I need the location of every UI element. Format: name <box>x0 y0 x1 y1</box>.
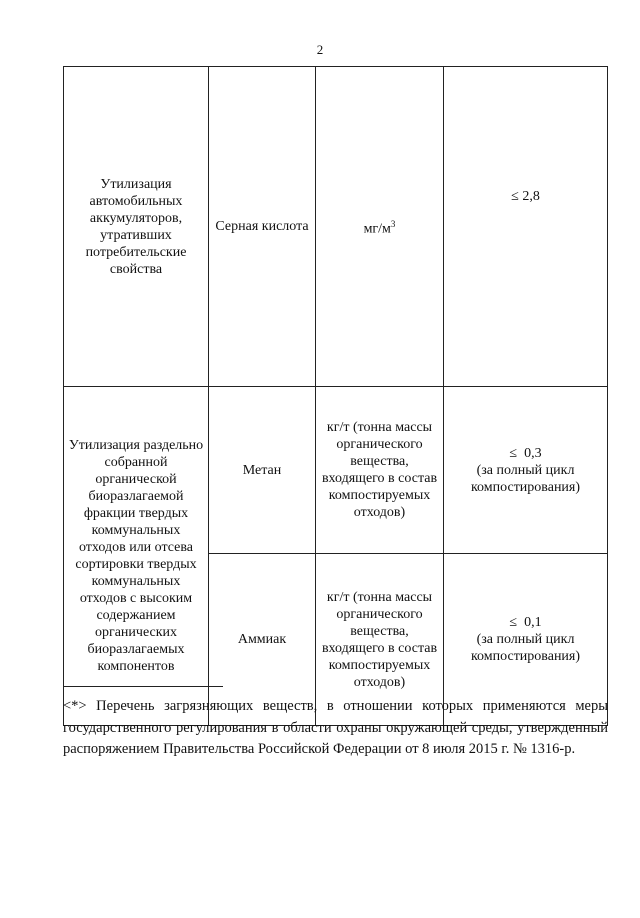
footnote-text: <*> Перечень загрязняющих веществ, в отношении которых применяются меры государственного регулирования в области охраны окружающей среды, утвержденный распоряжением Правительства Российской Федерации от 8 июля 2015 г. № 1316-р. <box>63 698 608 757</box>
substance-cell <box>209 387 316 554</box>
value-cell <box>444 387 608 554</box>
value-note: (за полный цикл компостирования) <box>470 462 581 495</box>
substance-text: Метан <box>242 462 282 478</box>
activity-text: Утилизация раздельно собранной органической биоразлагаемой фракции твердых коммунальных отходов или отсева сортировки твердых коммунальных отходов с высоким содержанием органических биоразлагаемых компонентов <box>68 438 204 674</box>
unit-text: кг/т (тонна массы органического вещества, входящего в состав компостируемых отходов) <box>321 420 438 520</box>
value-text: ≤ 0,1 <box>509 615 542 630</box>
activity-cell <box>64 387 209 726</box>
unit-cell <box>316 67 444 387</box>
value-text: ≤ 0,3 <box>509 445 542 461</box>
table-row <box>64 387 608 554</box>
value-cell <box>444 67 608 387</box>
activity-cell <box>64 67 209 387</box>
footnote-divider <box>63 686 223 687</box>
substance-text: Аммиак <box>237 632 287 647</box>
emission-standards-table <box>63 66 608 726</box>
page-number: 2 <box>316 42 324 57</box>
unit-cell <box>316 387 444 554</box>
substance-text: Серная кислота <box>215 219 309 234</box>
value-text: ≤ 2,8 <box>511 189 540 204</box>
unit-text: кг/т (тонна массы органического вещества, входящего в состав компостируемых отходов) <box>321 589 438 690</box>
substance-cell <box>209 67 316 387</box>
value-note: (за полный цикл компостирования) <box>470 632 581 664</box>
unit-text: мг/м <box>363 221 391 237</box>
table-row <box>64 67 608 387</box>
activity-text: Утилизация автомобильных аккумуляторов, утративших потребительские свойства <box>85 176 187 277</box>
unit-superscript: 3 <box>390 218 396 229</box>
